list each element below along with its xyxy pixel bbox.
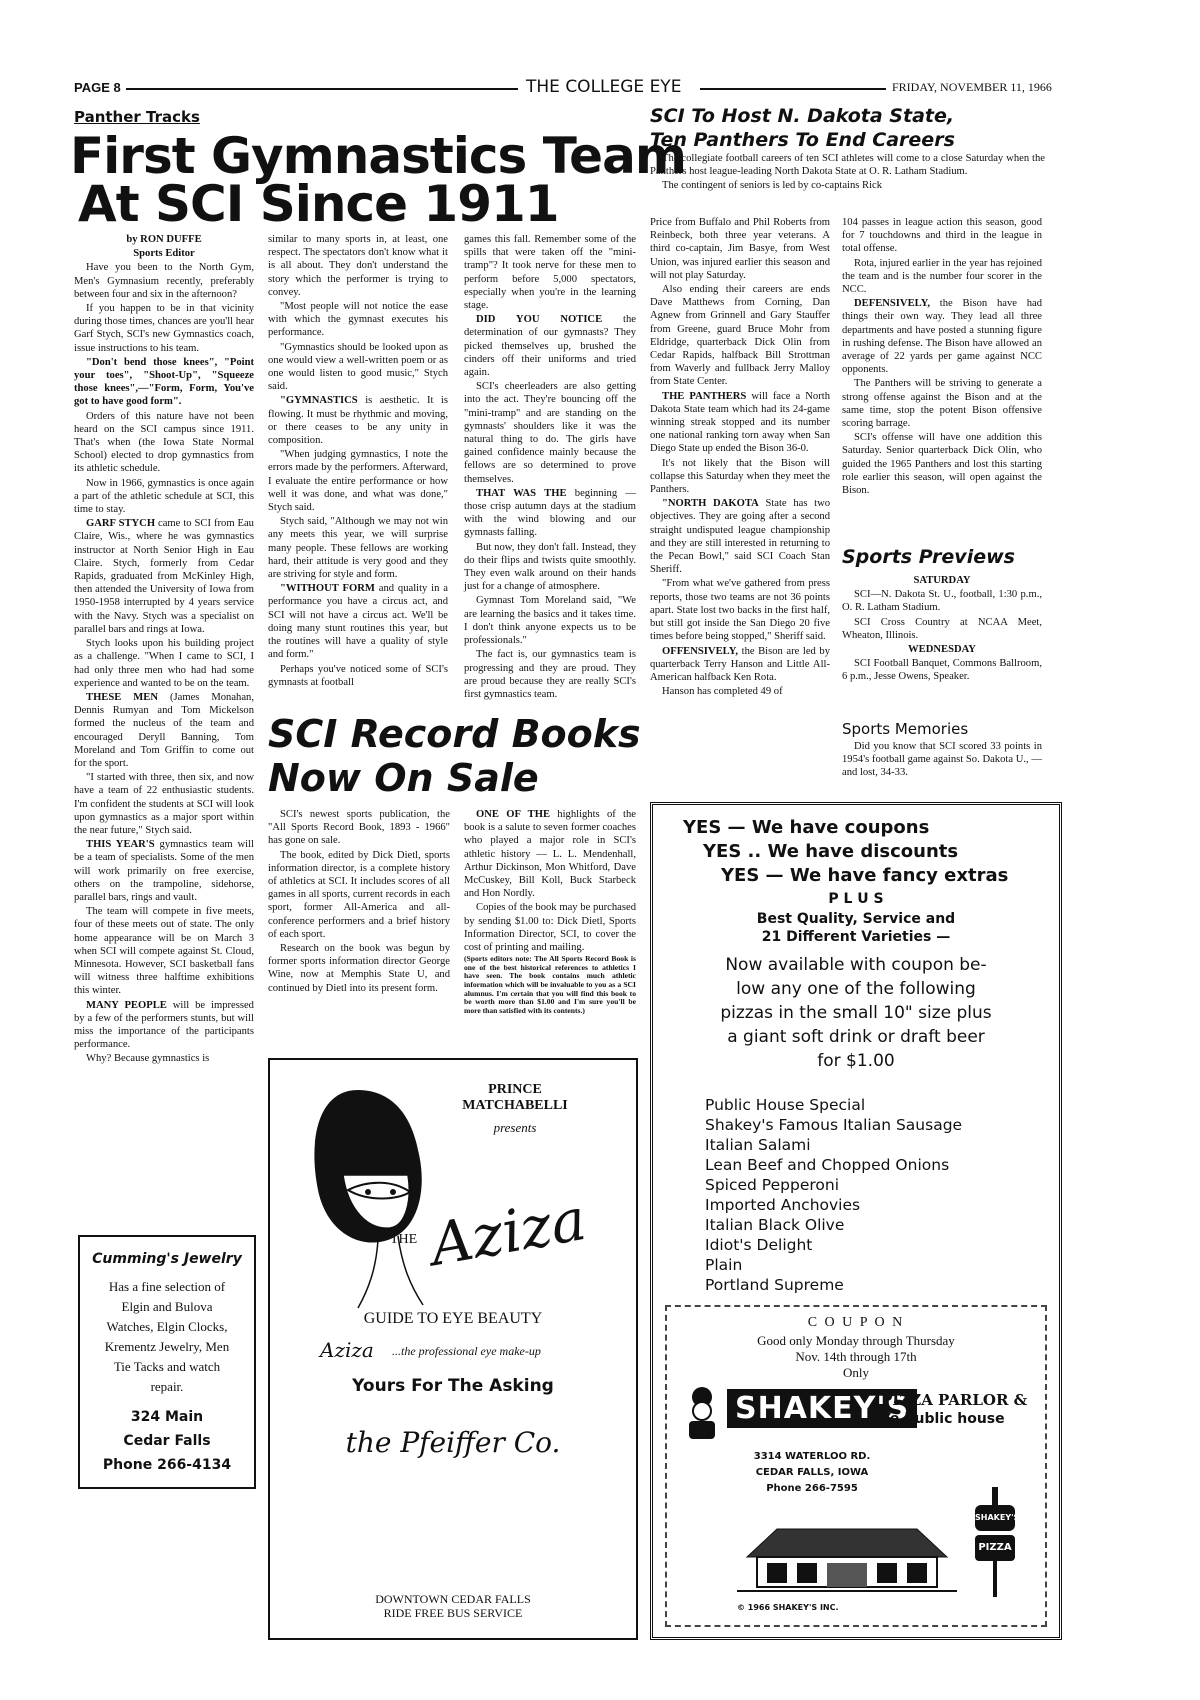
article-column bbox=[842, 216, 1042, 536]
jewelry-line: Elgin and Bulova bbox=[121, 1299, 213, 1314]
paragraph: 104 passes in league action this season, good for 7 touchdowns and third in the league in total offense. bbox=[842, 217, 1042, 255]
paragraph-text: is aesthetic. It is flowing. It must be rhythmic and moving, or there ceases to be any unity in composition. bbox=[268, 395, 448, 447]
editors-note: (Sports editors note: The All Sports Record Book is one of the best historical references to athletics I have seen. The book contains much athletic information which will be invaluable to you as a SCI alumnus. I'm certain that you will find this book to be worth more than $1.00 and I'm sure you'll be more than satisfied with its contents.) bbox=[464, 954, 636, 1015]
parlor-text: PIZZA PARLOR & bbox=[881, 1391, 1028, 1409]
preview-item: SCI—N. Dakota St. U., football, 1:30 p.m., O. R. Latham Stadium. bbox=[842, 589, 1042, 614]
woman-illustration bbox=[298, 1080, 448, 1310]
jewelry-line: Krementz Jewelry, Men bbox=[104, 1339, 230, 1354]
shakeys-phone: Phone 266-7595 bbox=[766, 1483, 858, 1494]
pizza-item: Idiot's Delight bbox=[705, 1236, 813, 1254]
paragraph: "Don't bend those knees", "Point your toes", "Shoot-Up", "Squeeze those knees",—"Form, Form, You've got to have good form". bbox=[74, 356, 254, 408]
paragraph: "Most people will not notice the ease with which the gymnast executes his performance. bbox=[268, 301, 448, 339]
paragraph: Now in 1966, gymnastics is once again a part of the athletic schedule at SCI, this time to stay. bbox=[74, 477, 254, 516]
eye-dot bbox=[390, 1189, 396, 1195]
paragraph: SCI's offense will have one addition this Saturday. Senior quarterback Dick Olin, who guided the 1965 Panthers and lost this starting role earlier this season, will open against the Bison. bbox=[842, 432, 1042, 497]
run-in: GARF STYCH bbox=[86, 518, 156, 530]
neck-line bbox=[358, 1240, 378, 1308]
coupon-terms: Good only Monday through Thursday bbox=[757, 1333, 955, 1348]
paragraph bbox=[74, 517, 254, 636]
paragraph: "I started with three, then six, and now have a team of 22 enthusiastic students. I'm confident the students at SCI will look upon gymnastics as a major sport within the near future," Stych said. bbox=[74, 772, 254, 836]
paragraph: Also ending their careers are ends Dave Matthews from Corning, Dan Agnew from Grinnell and Gary Stauffer from Greene, guard Bruce Mohr from Eldridge, quarterback Dick Olin from Cedar Rapids, halfback Bill Strottman from Waverly and fullback Jerry Malloy from State Center. bbox=[650, 284, 830, 388]
preview-day: SATURDAY bbox=[913, 575, 971, 586]
coupon-terms: Nov. 14th through 17th bbox=[795, 1349, 917, 1364]
jewelry-ad bbox=[78, 1235, 256, 1489]
aziza-script-small: Aziza bbox=[320, 1338, 374, 1362]
paragraph bbox=[268, 582, 448, 661]
paragraph: It's not likely that the Bison will collapse this Saturday when they meet the Panthers. bbox=[650, 457, 830, 496]
run-in: "NORTH DAKOTA bbox=[662, 498, 759, 510]
paragraph-text: the Bison have had things their own way. They lead all three departments and have posted a stunning figure in rushing defense. The Bison have allowed an average of 22 yards per game against NCC opponents. bbox=[842, 298, 1042, 376]
pizza-item: Imported Anchovies bbox=[705, 1196, 861, 1214]
brand-line: PRINCE bbox=[488, 1082, 542, 1097]
previews-title: Sports Previews bbox=[842, 546, 1015, 568]
run-in: ONE OF THE bbox=[476, 809, 551, 820]
paragraph-text: and quality in a performance you have a circus act, and SCI will not have a circus act. We'll be doing many stunt routines this year, but the routines will have a quality of style and form." bbox=[268, 583, 448, 661]
paragraph: Copies of the book may be purchased by sending $1.00 to: Dick Dietl, Sports Information Director, SCI, to cover the cost of printing and mailing. bbox=[464, 902, 636, 954]
restaurant-building bbox=[737, 1507, 957, 1593]
headline: Ten Panthers To End Careers bbox=[650, 129, 955, 151]
masthead-rule bbox=[700, 88, 886, 90]
yes-line: YES — We have fancy extras bbox=[721, 865, 1009, 886]
plus-text: P L U S bbox=[828, 891, 884, 907]
headline: First Gymnastics Team bbox=[70, 127, 686, 185]
jewelry-phone: Phone 266-4134 bbox=[102, 1457, 232, 1473]
paragraph: Why? Because gymnastics is bbox=[86, 1053, 210, 1065]
pizza-item: Spiced Pepperoni bbox=[705, 1176, 839, 1194]
paragraph-text: highlights of the book is a salute to seven former coaches who played a major role in SCI's athletic history — L. L. Mendenhall, Arthur Dickinson, Mon Whitford, Dave McCuskey, Bill Koll, Buck Starbeck and Hon Nordly. bbox=[464, 809, 636, 900]
location-line: RIDE FREE BUS SERVICE bbox=[383, 1606, 523, 1620]
paragraph: Stych looks upon his building project as a challenge. "When I came to SCI, I had only three men who had had some experience and wanted to be on the team. bbox=[74, 638, 254, 689]
brand-line: MATCHABELLI bbox=[462, 1098, 568, 1113]
issue-date: FRIDAY, NOVEMBER 11, 1966 bbox=[892, 80, 1052, 94]
presents-text: presents bbox=[493, 1120, 537, 1135]
paragraph bbox=[650, 390, 830, 456]
pizza-item: Shakey's Famous Italian Sausage bbox=[705, 1116, 963, 1134]
paragraph bbox=[464, 313, 636, 379]
paragraph bbox=[74, 838, 254, 904]
kicker: Panther Tracks bbox=[74, 108, 200, 126]
paragraph bbox=[842, 297, 1042, 376]
pizza-item: Portland Supreme bbox=[705, 1276, 844, 1294]
article-column bbox=[464, 808, 636, 1048]
offer-price: for $1.00 bbox=[817, 1051, 895, 1071]
chef-icon bbox=[681, 1385, 723, 1441]
paragraph: Hanson has completed 49 of bbox=[662, 686, 783, 698]
pizza-item: Public House Special bbox=[705, 1096, 866, 1114]
paragraph: Perhaps you've noticed some of SCI's gymnasts at football bbox=[268, 663, 448, 688]
jewelry-line: Watches, Elgin Clocks, bbox=[106, 1319, 228, 1334]
headline: SCI Record Books bbox=[268, 712, 641, 756]
yes-line: YES .. We have discounts bbox=[703, 841, 959, 862]
article-column bbox=[464, 233, 636, 703]
paragraph bbox=[74, 999, 254, 1052]
offer-line: low any one of the following bbox=[736, 979, 976, 999]
paragraph: The book, edited by Dick Dietl, sports information director, is a complete history of athletics at SCI. It includes scores of all games in all sports, current records in each sport, former All-America and all-conference performers and a brief history of each sport. bbox=[268, 849, 450, 940]
aziza-ad bbox=[268, 1058, 638, 1640]
run-in: "GYMNASTICS bbox=[280, 395, 358, 407]
headline: At SCI Since 1911 bbox=[78, 175, 559, 233]
paragraph: Research on the book was begun by former sports information director George Wine, now at Memphis State U, and continued by Dietl into its present form. bbox=[268, 943, 450, 994]
sign-bottom: PIZZA bbox=[975, 1535, 1015, 1561]
paragraph: "Gymnastics should be looked upon as one would view a well-written poem or as one would listen to good music," Stych said. bbox=[268, 341, 448, 393]
article-column bbox=[650, 216, 830, 796]
public-house-text: Ye Public house bbox=[881, 1411, 1005, 1427]
pizza-item: Italian Salami bbox=[705, 1136, 811, 1154]
paragraph bbox=[464, 808, 636, 900]
headline: SCI To Host N. Dakota State, bbox=[650, 105, 955, 127]
run-in: "WITHOUT FORM bbox=[280, 583, 375, 595]
paragraph-text: came to SCI from Eau Claire, Wis., where he was gymnastics instructor at North Senior High in Eau Claire. Stych, formerly from Cedar Rapids, graduated from McKinley High, then attended the University of Iowa from 1950-1958 interrupted by 4 years service with the Navy. Stych was a specialist on parallel bars and rings at Iowa. bbox=[74, 518, 254, 635]
run-in: DEFENSIVELY, bbox=[854, 298, 931, 310]
paragraph-text: beginning — those crisp autumn days at the stadium with the wind blowing and our gymnasts falling. bbox=[464, 487, 636, 539]
run-in: THE PANTHERS bbox=[662, 390, 747, 402]
paragraph-text: State has two objectives. They are going after a second straight undisputed league championship and they are still interested in returning to the Pecan Bowl," said SCI Coach Stan Sheriff. bbox=[650, 498, 831, 576]
byline-title: Sports Editor bbox=[133, 248, 195, 260]
offer-line: pizzas in the small 10" size plus bbox=[720, 1003, 992, 1023]
memories-text-box bbox=[842, 740, 1042, 800]
pizza-item: Plain bbox=[705, 1256, 743, 1274]
lamp-post bbox=[992, 1487, 998, 1505]
paragraph bbox=[268, 394, 448, 447]
paragraph: If you happen to be in that vicinity during those times, chances are you'll hear Garf Stych, SCI's new Gymnastics coach, issue instructions to his team. bbox=[74, 303, 254, 354]
paragraph: The fact is, our gymnastics team is progressing and they are proud. They are proud because they are really SCI's first gymnastics team. bbox=[464, 649, 636, 700]
location-line: DOWNTOWN CEDAR FALLS bbox=[375, 1592, 531, 1606]
byline: by RON DUFFE bbox=[126, 234, 202, 245]
jewelry-address: 324 Main bbox=[130, 1409, 204, 1425]
masthead bbox=[74, 77, 1114, 97]
sign-top: SHAKEY'S bbox=[975, 1505, 1015, 1531]
memories-title: Sports Memories bbox=[842, 720, 969, 738]
paragraph: Have you been to the North Gym, Men's Gymnasium recently, preferably between four and six in the afternoon? bbox=[74, 262, 254, 300]
preview-day: WEDNESDAY bbox=[908, 644, 976, 656]
offer-line: a giant soft drink or draft beer bbox=[727, 1027, 985, 1047]
shakeys-address: 3314 WATERLOO RD. bbox=[753, 1451, 871, 1462]
coupon-terms: Only bbox=[843, 1365, 869, 1380]
preview-item: SCI Football Banquet, Commons Ballroom, 6 p.m., Jesse Owens, Speaker. bbox=[842, 658, 1042, 683]
paragraph: Orders of this nature have not been heard on the SCI campus since 1911. That's when (the Iowa State Normal School) elected to drop gymnastics from its athletic schedule. bbox=[74, 410, 254, 475]
pole-sign bbox=[975, 1487, 1020, 1597]
paragraph: Price from Buffalo and Phil Roberts from Reinbeck, both three year veterans. A third co-captain, Jim Basye, from West Union, was injured earlier this season and will not play Saturday. bbox=[650, 217, 830, 281]
paragraph: But now, they don't fall. Instead, they do their flips and twists quite smoothly. They even walk around on their hands just for a change of atmosphere. bbox=[464, 541, 636, 593]
jewelry-name: Cumming's Jewelry bbox=[92, 1251, 242, 1267]
paragraph: "When judging gymnastics, I note the errors made by the performers. Afterward, I evaluate the entire performance or how well it was done, and what was done," Stych said. bbox=[268, 449, 448, 514]
paragraph: Stych said, "Although we may not win any meets this year, we will surprise many people. These fellows are working hard, their attitude is very good and they are striving for style and form. bbox=[268, 516, 448, 581]
store-name: the Pfeiffer Co. bbox=[345, 1426, 561, 1459]
offer-line: Now available with coupon be- bbox=[725, 955, 987, 975]
jewelry-line: Has a fine selection of bbox=[108, 1279, 226, 1294]
memories-text: Did you know that SCI scored 33 points in 1954's football game against So. Dakota U., — and lost, 34-33. bbox=[842, 741, 1042, 779]
shakeys-city: CEDAR FALLS, IOWA bbox=[755, 1467, 869, 1478]
paragraph: Gymnast Tom Moreland said, "We are learning the basics and it takes time. I don't think anyone expects us to be professionals." bbox=[464, 595, 636, 647]
paragraph-text: will face a North Dakota State team which had its 24-game winning streak stopped and its number one national ranking torn away when San Diego State up ended the Bison 36-0. bbox=[650, 390, 830, 455]
paragraph-text: the determination of our gymnasts? They picked themselves up, brushed the cinders off their uniforms and tried again. bbox=[464, 314, 636, 379]
article-column bbox=[268, 233, 448, 703]
article-column bbox=[74, 233, 254, 1233]
jewelry-line: repair. bbox=[150, 1379, 184, 1394]
paragraph: The team will compete in five meets, four of these meets out of state. The only home appearance will be on March 3 when SCI will compete against St. Cloud, Minnesota. However, SCI basketball fans will witness three halftime exhibitions this winter. bbox=[74, 906, 254, 997]
paragraph: similar to many sports in, at least, one respect. The spectators don't know what it is all about. They don't understand the story which the performer is trying to convey. bbox=[268, 234, 448, 298]
paragraph: The Panthers will be striving to generate a strong offense against the Bison and at the same time, stop the potent Bison offensive scoring barrage. bbox=[842, 378, 1042, 430]
shakeys-logo: SHAKEY'S bbox=[727, 1389, 917, 1428]
preview-item: SCI Cross Country at NCAA Meet, Wheaton, Illinois. bbox=[842, 616, 1042, 641]
pizza-item: Italian Black Olive bbox=[705, 1216, 845, 1234]
yes-line: YES — We have coupons bbox=[683, 817, 930, 838]
paragraph: The contingent of seniors is led by co-captains Rick bbox=[662, 180, 883, 192]
paragraph: SCI's cheerleaders are also getting into the act. They're bouncing off the "mini-tramp" and are standing on the gymnasts' shoulders like it was the natural thing to do. The girls have gained confidence mainly because the fellows are so determined to prove themselves. bbox=[464, 381, 636, 485]
coupon[interactable] bbox=[665, 1305, 1047, 1627]
paragraph: "From what we've gathered from press reports, those two teams are not 36 points apart. State lost two backs in the first half, but still got inside the San Diego 20 five times before being stopped," Sheriff said. bbox=[650, 578, 830, 643]
article-lead bbox=[650, 152, 1045, 216]
page-number: PAGE 8 bbox=[74, 80, 121, 95]
run-in: THESE MEN bbox=[86, 691, 159, 703]
paragraph bbox=[650, 645, 830, 685]
paragraph-text: the Bison are led by quarterback Terry Hanson and Little All-American halfback Ken Rota. bbox=[650, 645, 830, 683]
quality-line: 21 Different Varieties — bbox=[761, 929, 951, 945]
the-text: THE bbox=[390, 1232, 418, 1247]
coupon-title: C O U P O N bbox=[807, 1315, 905, 1330]
article-column bbox=[268, 808, 450, 1048]
headline: Now On Sale bbox=[268, 756, 539, 800]
tagline: ...the professional eye make-up bbox=[392, 1344, 541, 1358]
paragraph: Rota, injured earlier in the year has rejoined the team and is the number four scorer in the NCC. bbox=[842, 257, 1042, 296]
aziza-script: Aziza bbox=[425, 1184, 591, 1280]
paragraph: games this fall. Remember some of the spills that were taken off the "mini-tramp"? It took nerve for these men to perform before 5,000 spectators, especially when you're in the learning stage. bbox=[464, 234, 636, 312]
shakeys-ad bbox=[650, 802, 1062, 1640]
guide-text: GUIDE TO EYE BEAUTY bbox=[363, 1310, 543, 1327]
jewelry-line: Tie Tacks and watch bbox=[113, 1359, 221, 1374]
asking-text: Yours For The Asking bbox=[352, 1376, 554, 1396]
run-in: THIS YEAR'S bbox=[86, 839, 155, 851]
run-in: MANY PEOPLE bbox=[86, 999, 167, 1011]
paragraph-text: will be impressed by a few of the performers stunts, but will miss the importance of the participants performance. bbox=[74, 999, 254, 1051]
paragraph-text: (James Monahan, Dennis Rumyan and Tom Mickelson formed the nucleus of the team and encouraged Deryll Banning, Tom Moreland and Tom Griffin to come out for the sport. bbox=[74, 691, 255, 769]
quality-line: Best Quality, Service and bbox=[756, 911, 956, 927]
paragraph: The collegiate football careers of ten SCI athletes will come to a close Saturday when the Panthers host league-leading North Dakota State at O. R. Latham Stadium. bbox=[650, 153, 1045, 178]
previews-list bbox=[842, 574, 1042, 714]
run-in: DID YOU NOTICE bbox=[476, 314, 603, 326]
copyright: © 1966 SHAKEY'S INC. bbox=[737, 1603, 839, 1612]
eye-dot bbox=[365, 1189, 371, 1195]
pizza-item: Lean Beef and Chopped Onions bbox=[705, 1156, 950, 1174]
jewelry-city: Cedar Falls bbox=[123, 1433, 211, 1449]
run-in: OFFENSIVELY, bbox=[662, 645, 739, 657]
paragraph bbox=[650, 497, 830, 576]
run-in: THAT WAS THE bbox=[476, 487, 567, 499]
sign-post bbox=[993, 1561, 997, 1597]
paragraph: SCI's newest sports publication, the "All Sports Record Book, 1893 - 1966" has gone on sale. bbox=[268, 809, 450, 847]
paper-name: THE COLLEGE EYE bbox=[526, 77, 682, 97]
paragraph bbox=[74, 691, 254, 770]
paragraph-text: gymnastics team will be a team of specialists. Some of the men will work primarily on free exercise, others on the trampoline, sidehorse, parallel bars, rings and vault. bbox=[74, 839, 254, 903]
paragraph bbox=[464, 487, 636, 540]
masthead-rule bbox=[126, 88, 518, 90]
